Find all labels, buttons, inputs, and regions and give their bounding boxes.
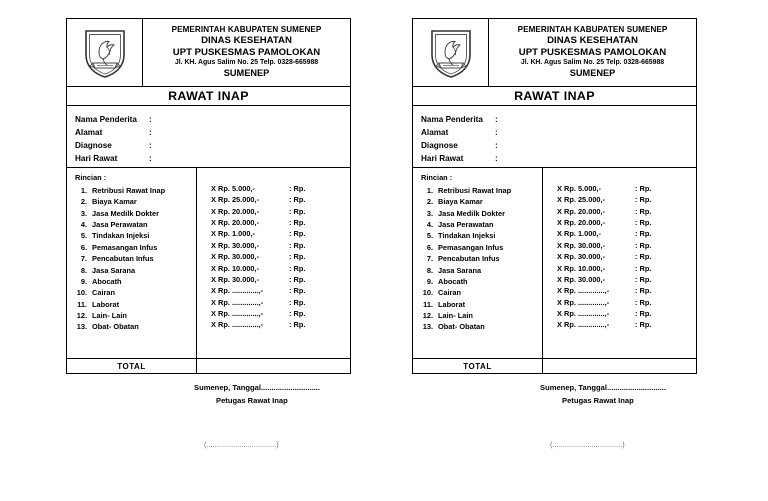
charge-item-name: Lain- Lain <box>438 310 473 320</box>
form-copy-right <box>412 18 697 451</box>
charge-unit-price: X Rp. 10.000,- <box>211 263 260 273</box>
charge-item-number: 11. <box>77 299 87 309</box>
charge-item-row <box>75 208 196 219</box>
charge-item-row <box>75 219 196 230</box>
signature-place-date: Sumenep, Tanggal............................ <box>194 383 321 392</box>
charge-item-number: 8. <box>80 265 87 275</box>
org-line-address: Jl. KH. Agus Salim No. 25 Telp. 0328-665988 <box>174 59 319 67</box>
charge-amount-blank[interactable]: : Rp. <box>635 195 652 205</box>
field-label: Alamat <box>75 127 103 137</box>
charge-price-row <box>211 308 350 319</box>
charge-unit-price: X Rp. .............,- <box>557 297 610 307</box>
charge-price-row <box>557 183 696 194</box>
charge-price-row <box>211 251 350 262</box>
total-value-cell[interactable] <box>543 359 696 373</box>
charge-item-name: Tindakan Injeksi <box>92 231 150 241</box>
charge-price-row <box>557 319 696 330</box>
charge-price-row <box>557 263 696 274</box>
patient-field-address <box>75 127 350 140</box>
patient-field-diagnose <box>421 140 696 153</box>
charge-unit-price: X Rp. .............,- <box>557 286 610 296</box>
charge-price-row <box>557 240 696 251</box>
charge-unit-price: X Rp. .............,- <box>557 320 610 330</box>
charge-item-row <box>421 299 542 310</box>
organization-block <box>143 19 350 86</box>
charge-unit-price: X Rp. .............,- <box>211 308 264 318</box>
charge-unit-price: X Rp. 25.000,- <box>211 195 260 205</box>
charge-item-name: Tindakan Injeksi <box>438 231 496 241</box>
charge-item-name: Biaya Kamar <box>438 197 483 207</box>
field-value[interactable] <box>157 140 350 153</box>
charge-unit-price: X Rp. 10.000,- <box>557 263 606 273</box>
charge-amount-blank[interactable]: : Rp. <box>635 274 652 284</box>
charge-item-name: Jasa Perawatan <box>92 220 148 230</box>
charge-item-name: Biaya Kamar <box>92 197 137 207</box>
charge-price-row <box>211 319 350 330</box>
charge-amount-blank[interactable]: : Rp. <box>289 240 306 250</box>
charges-item-column <box>413 168 543 358</box>
charge-unit-price: X Rp. 25.000,- <box>557 195 606 205</box>
patient-field-address <box>421 127 696 140</box>
charge-item-name: Pemasangan Infus <box>92 242 158 252</box>
charge-unit-price: X Rp. .............,- <box>211 297 264 307</box>
charge-item-row <box>75 276 196 287</box>
charge-item-number: 10. <box>76 288 87 298</box>
signature-name-line: (..................................) <box>204 439 279 449</box>
charge-price-row <box>211 228 350 239</box>
charge-item-number: 2. <box>80 197 87 207</box>
charge-amount-blank[interactable]: : Rp. <box>289 252 306 262</box>
total-label: TOTAL <box>463 361 492 371</box>
charge-unit-price: X Rp. .............,- <box>557 308 610 318</box>
charge-item-name: Pencabutan Infus <box>92 254 154 264</box>
field-colon: : <box>495 127 498 137</box>
field-label: Diagnose <box>75 140 112 150</box>
charge-price-row <box>557 285 696 296</box>
charge-unit-price: X Rp. .............,- <box>211 320 264 330</box>
field-colon: : <box>149 153 152 163</box>
field-colon: : <box>495 140 498 150</box>
form-title-band <box>66 86 351 105</box>
charge-item-row <box>75 196 196 207</box>
charge-item-number: 5. <box>80 231 87 241</box>
field-label: Hari Rawat <box>421 153 464 163</box>
org-line-department: DINAS KESEHATAN <box>201 34 292 46</box>
charges-table <box>412 167 697 374</box>
field-label: Hari Rawat <box>75 153 118 163</box>
org-line-city: SUMENEP <box>223 67 270 78</box>
charge-unit-price: X Rp. 30.000,- <box>557 274 606 284</box>
page-title: RAWAT INAP <box>168 89 249 103</box>
signature-block <box>66 382 351 451</box>
charge-amount-blank[interactable]: : Rp. <box>289 229 306 239</box>
field-colon: : <box>149 140 152 150</box>
charge-item-row <box>421 287 542 298</box>
field-label: Alamat <box>421 127 449 137</box>
field-value[interactable] <box>157 114 350 127</box>
charge-amount-blank[interactable]: : Rp. <box>635 308 652 318</box>
charge-item-row <box>421 230 542 241</box>
charge-price-row <box>211 263 350 274</box>
total-label: TOTAL <box>117 361 146 371</box>
sumenep-regency-crest-icon <box>428 27 474 79</box>
total-label-cell <box>67 359 197 373</box>
charge-amount-blank[interactable]: : Rp. <box>289 195 306 205</box>
charge-amount-blank[interactable]: : Rp. <box>289 218 306 228</box>
charge-item-row <box>421 310 542 321</box>
charge-price-row <box>557 228 696 239</box>
charge-amount-blank[interactable]: : Rp. <box>289 297 306 307</box>
logo-cell <box>67 19 143 86</box>
org-line-facility: UPT PUSKESMAS PAMOLOKAN <box>518 46 667 58</box>
charge-item-name: Cairan <box>92 288 116 298</box>
charge-amount-blank[interactable]: : Rp. <box>289 320 306 330</box>
charge-price-row <box>557 297 696 308</box>
page-title: RAWAT INAP <box>514 89 595 103</box>
charge-price-row <box>211 194 350 205</box>
patient-field-diagnose <box>75 140 350 153</box>
org-line-government: PEMERINTAH KABUPATEN SUMENEP <box>171 24 322 34</box>
charge-item-number: 5. <box>426 231 433 241</box>
signature-place-date: Sumenep, Tanggal............................ <box>540 383 667 392</box>
charge-item-number: 8. <box>426 265 433 275</box>
charge-item-row <box>75 287 196 298</box>
patient-field-name <box>75 114 350 127</box>
org-line-city: SUMENEP <box>569 67 616 78</box>
charge-item-name: Obat- Obatan <box>438 322 485 332</box>
charge-price-row <box>557 194 696 205</box>
charge-price-row <box>211 274 350 285</box>
field-colon: : <box>495 153 498 163</box>
patient-field-days <box>421 153 696 166</box>
charge-amount-blank[interactable]: : Rp. <box>289 263 306 273</box>
charges-item-column <box>67 168 197 358</box>
charge-item-name: Abocath <box>438 276 468 286</box>
charge-item-name: Cairan <box>438 288 462 298</box>
charge-item-row <box>421 276 542 287</box>
charge-item-row <box>75 299 196 310</box>
field-label: Nama Penderita <box>75 115 137 124</box>
org-line-department: DINAS KESEHATAN <box>547 34 638 46</box>
charge-item-name: Retribusi Rawat Inap <box>438 186 512 195</box>
charge-unit-price: X Rp. 30.000,- <box>557 240 606 250</box>
charge-item-row <box>421 253 542 264</box>
charge-amount-blank[interactable]: : Rp. <box>289 286 306 296</box>
charge-unit-price: X Rp. 5.000,- <box>211 184 255 193</box>
total-row <box>413 358 696 373</box>
logo-cell <box>413 19 489 86</box>
charge-amount-blank[interactable]: : Rp. <box>289 206 306 216</box>
charge-item-name: Obat- Obatan <box>92 322 139 332</box>
charge-item-name: Abocath <box>92 276 122 286</box>
charge-item-number: 9. <box>80 276 87 286</box>
charge-amount-blank[interactable]: : Rp. <box>635 286 652 296</box>
charges-price-column <box>543 168 696 358</box>
charge-item-number: 1. <box>80 186 87 195</box>
charge-item-row <box>421 185 542 196</box>
charge-item-row <box>421 242 542 253</box>
field-label: Diagnose <box>421 140 458 150</box>
charge-item-number: 4. <box>426 220 433 230</box>
masthead <box>66 18 351 86</box>
patient-info-section <box>412 105 697 167</box>
charge-price-row <box>211 240 350 251</box>
charge-item-row <box>75 310 196 321</box>
charge-item-row <box>421 208 542 219</box>
charge-amount-blank[interactable]: : Rp. <box>289 184 306 193</box>
charges-item-list <box>413 185 542 358</box>
patient-info-section <box>66 105 351 167</box>
charge-price-row <box>557 206 696 217</box>
charge-amount-blank[interactable]: : Rp. <box>289 308 306 318</box>
charge-price-row <box>211 206 350 217</box>
charge-item-row <box>421 321 542 332</box>
charge-price-row <box>211 285 350 296</box>
charges-table-body <box>67 168 350 358</box>
charge-item-row <box>75 230 196 241</box>
charge-item-number: 1. <box>426 186 433 195</box>
charges-price-column <box>197 168 350 358</box>
charge-item-number: 9. <box>426 276 433 286</box>
charge-unit-price: X Rp. 20.000,- <box>211 218 260 228</box>
field-colon: : <box>495 115 498 124</box>
charge-item-row <box>421 196 542 207</box>
field-value[interactable] <box>503 153 696 166</box>
charge-item-number: 4. <box>80 220 87 230</box>
field-colon: : <box>149 115 152 124</box>
charge-item-number: 3. <box>80 208 87 218</box>
charge-item-number: 11. <box>423 299 433 309</box>
total-value-cell[interactable] <box>197 359 350 373</box>
charge-unit-price: X Rp. 30.000,- <box>557 252 606 262</box>
charge-item-number: 7. <box>426 254 433 264</box>
charge-item-name: Jasa Medilk Dokter <box>92 208 159 218</box>
charge-item-row <box>75 185 196 196</box>
charge-item-name: Jasa Sarana <box>92 265 136 275</box>
charge-unit-price: X Rp. .............,- <box>211 286 264 296</box>
charge-price-row <box>557 308 696 319</box>
field-value[interactable] <box>157 153 350 166</box>
charge-price-row <box>557 217 696 228</box>
charge-item-name: Laborat <box>438 299 466 309</box>
org-line-government: PEMERINTAH KABUPATEN SUMENEP <box>517 24 668 34</box>
price-column-spacer <box>197 168 350 183</box>
patient-field-name <box>421 114 696 127</box>
charge-unit-price: X Rp. 1.000,- <box>211 229 255 239</box>
charge-item-number: 7. <box>80 254 87 264</box>
field-value[interactable] <box>503 114 696 127</box>
charges-price-list <box>543 183 696 358</box>
charge-item-number: 13. <box>422 322 433 332</box>
signature-name-line: (..................................) <box>550 439 625 449</box>
charge-price-row <box>211 183 350 194</box>
charge-unit-price: X Rp. 30.000,- <box>211 252 260 262</box>
charge-item-number: 2. <box>426 197 433 207</box>
total-row <box>67 358 350 373</box>
charge-unit-price: X Rp. 20.000,- <box>557 218 606 228</box>
charges-heading: Rincian : <box>75 173 107 182</box>
charge-price-row <box>211 217 350 228</box>
charge-item-name: Pencabutan Infus <box>438 254 500 264</box>
charge-item-number: 13. <box>76 322 87 332</box>
field-colon: : <box>149 127 152 137</box>
field-value[interactable] <box>503 127 696 140</box>
charge-unit-price: X Rp. 5.000,- <box>557 184 601 193</box>
charge-amount-blank[interactable]: : Rp. <box>635 206 652 216</box>
charge-item-row <box>421 265 542 276</box>
masthead <box>412 18 697 86</box>
charge-item-row <box>75 265 196 276</box>
field-label: Nama Penderita <box>421 115 483 124</box>
charge-item-name: Lain- Lain <box>92 310 127 320</box>
charge-unit-price: X Rp. 1.000,- <box>557 229 601 239</box>
charge-item-name: Jasa Perawatan <box>438 220 494 230</box>
charge-price-row <box>211 297 350 308</box>
charge-unit-price: X Rp. 20.000,- <box>211 206 260 216</box>
charge-item-number: 12. <box>76 310 87 320</box>
charge-amount-blank[interactable]: : Rp. <box>635 320 652 330</box>
price-column-spacer <box>543 168 696 183</box>
charge-item-number: 10. <box>422 288 433 298</box>
charge-amount-blank[interactable]: : Rp. <box>635 263 652 273</box>
charge-item-name: Jasa Sarana <box>438 265 482 275</box>
charge-price-row <box>557 251 696 262</box>
total-label-cell <box>413 359 543 373</box>
charges-item-list <box>67 185 196 358</box>
organization-block <box>489 19 696 86</box>
charge-amount-blank[interactable]: : Rp. <box>289 274 306 284</box>
sumenep-regency-crest-icon <box>82 27 128 79</box>
signature-role: Petugas Rawat Inap <box>562 395 634 405</box>
charge-amount-blank[interactable]: : Rp. <box>635 240 652 250</box>
charge-price-row <box>557 274 696 285</box>
charge-amount-blank[interactable]: : Rp. <box>635 229 652 239</box>
org-line-address: Jl. KH. Agus Salim No. 25 Telp. 0328-665988 <box>520 59 665 67</box>
form-title-band <box>412 86 697 105</box>
charge-unit-price: X Rp. 30.000,- <box>211 240 260 250</box>
charge-item-number: 6. <box>426 242 433 252</box>
charge-item-row <box>421 219 542 230</box>
charges-heading: Rincian : <box>421 173 453 182</box>
charge-amount-blank[interactable]: : Rp. <box>635 184 652 193</box>
signature-block <box>412 382 697 451</box>
form-copy-left <box>66 18 351 451</box>
charge-item-name: Retribusi Rawat Inap <box>92 186 166 195</box>
charge-amount-blank[interactable]: : Rp. <box>635 297 652 307</box>
charge-amount-blank[interactable]: : Rp. <box>635 252 652 262</box>
charge-item-row <box>75 321 196 332</box>
charge-item-number: 12. <box>422 310 433 320</box>
field-value[interactable] <box>503 140 696 153</box>
charge-item-row <box>75 253 196 264</box>
signature-role: Petugas Rawat Inap <box>216 395 288 405</box>
charges-table-body <box>413 168 696 358</box>
charge-unit-price: X Rp. 20.000,- <box>557 206 606 216</box>
patient-field-days <box>75 153 350 166</box>
org-line-facility: UPT PUSKESMAS PAMOLOKAN <box>172 46 321 58</box>
charge-item-number: 3. <box>426 208 433 218</box>
charge-item-name: Pemasangan Infus <box>438 242 504 252</box>
charge-item-name: Laborat <box>92 299 120 309</box>
charges-price-list <box>197 183 350 358</box>
charge-item-row <box>75 242 196 253</box>
charge-unit-price: X Rp. 30.000,- <box>211 274 260 284</box>
charges-table <box>66 167 351 374</box>
charge-item-number: 6. <box>80 242 87 252</box>
field-value[interactable] <box>157 127 350 140</box>
charge-item-name: Jasa Medilk Dokter <box>438 208 505 218</box>
charge-amount-blank[interactable]: : Rp. <box>635 218 652 228</box>
